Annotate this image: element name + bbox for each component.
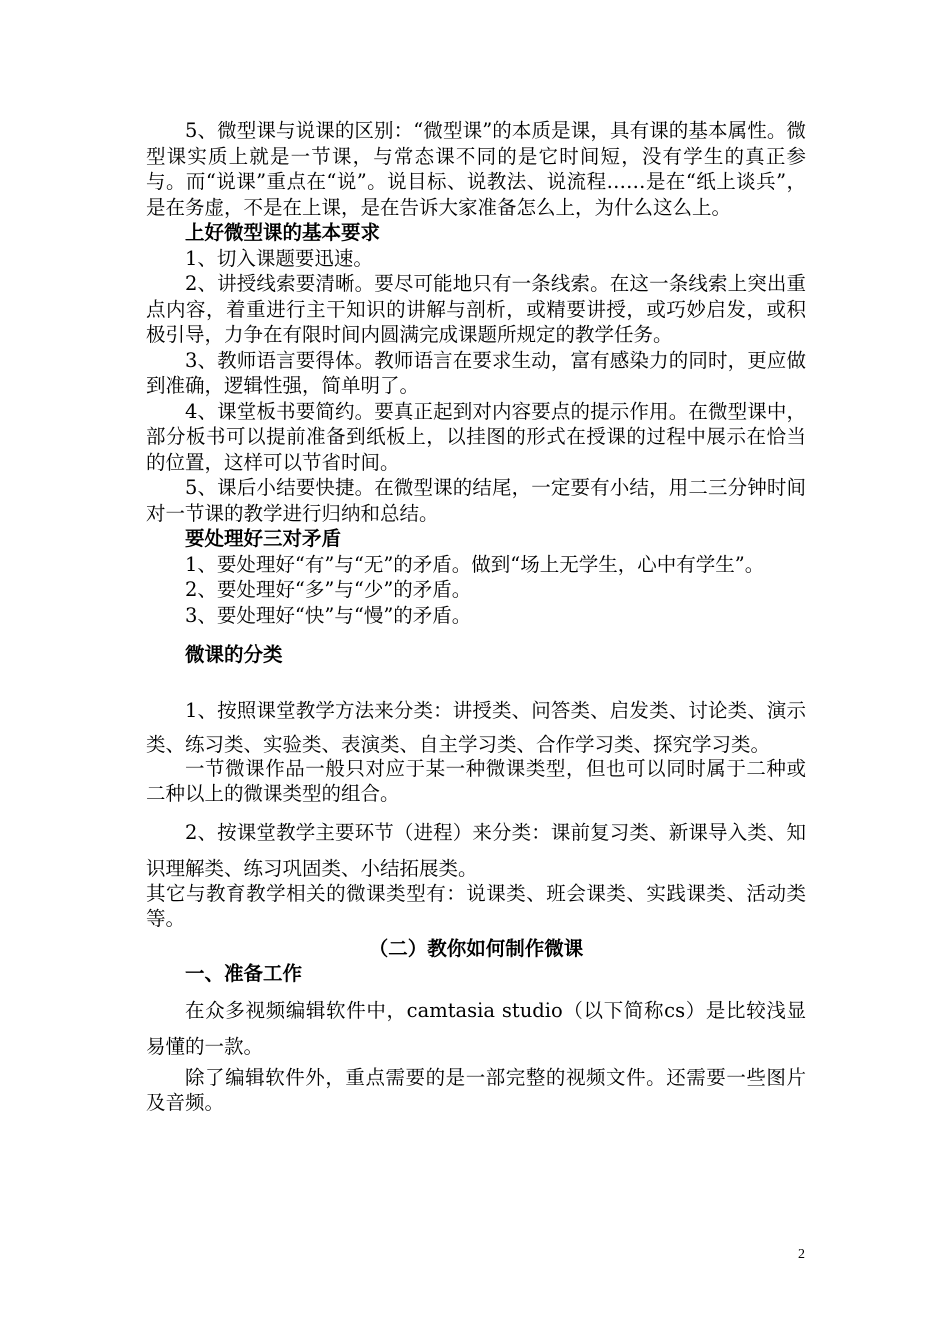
page-number: 2: [798, 1247, 805, 1262]
classification-note: 一节微课作品一般只对应于某一种微课类型，但也可以同时属于二种或二种以上的微课类型的组合。: [146, 756, 806, 805]
requirement-5: 5、课后小结要快捷。在微型课的结尾，一定要有小结，用二三分钟时间对一节课的教学进行归纳和总结。: [146, 476, 806, 525]
contradiction-2: 2、要处理好“多”与“少”的矛盾。: [185, 578, 472, 601]
requirement-2: 2、讲授线索要清晰。要尽可能地只有一条线索。在这一条线索上突出重点内容，着重进行主干知识的讲解与剖析，或精要讲授，或巧妙启发，或积极引导，力争在有限时间内圆满完成课题所规定的教学任务。: [146, 272, 806, 346]
classification-by-stage: 2、按课堂教学主要环节（进程）来分类：课前复习类、新课导入类、知识理解类、练习巩固类、小结拓展类。: [146, 820, 806, 880]
paragraph-micro-vs-talk: 5、微型课与说课的区别：“微型课”的本质是课，具有课的基本属性。微型课实质上就是一节课，与常态课不同的是它时间短，没有学生的真正参与。而“说课”重点在“说”。说目标、说教法、说流程……是在“纸上谈兵”，是在务虚，不是在上课，是在告诉大家准备怎么上，为什么这么上。: [146, 119, 806, 219]
paragraph-camtasia: 在众多视频编辑软件中，camtasia studio（以下简称cs）是比较浅显易懂的一款。: [146, 998, 806, 1058]
heading-three-contradictions: 要处理好三对矛盾: [185, 527, 342, 550]
requirement-1: 1、切入课题要迅速。: [185, 246, 373, 270]
contradiction-1: 1、要处理好“有”与“无”的矛盾。做到“场上无学生，心中有学生”。: [185, 552, 765, 576]
section-title-how-to-make: （二）教你如何制作微课: [368, 936, 584, 960]
heading-basic-requirements: 上好微型课的基本要求: [185, 221, 381, 244]
requirement-3: 3、教师语言要得体。教师语言在要求生动，富有感染力的同时，更应做到准确，逻辑性强，简单明了。: [146, 348, 806, 397]
heading-preparation: 一、准备工作: [185, 962, 303, 985]
requirement-4: 4、课堂板书要简约。要真正起到对内容要点的提示作用。在微型课中，部分板书可以提前准备到纸板上，以挂图的形式在授课的过程中展示在恰当的位置，这样可以节省时间。: [146, 399, 806, 474]
document-body: [146, 118, 806, 1116]
other-types: 其它与教育教学相关的微课类型有：说课类、班会课类、实践课类、活动类等。: [146, 881, 806, 930]
contradiction-3: 3、要处理好“快”与“慢”的矛盾。: [185, 603, 472, 627]
classification-by-method: 1、按照课堂教学方法来分类：讲授类、问答类、启发类、讨论类、演示类、练习类、实验类、表演类、自主学习类、合作学习类、探究学习类。: [146, 698, 806, 756]
paragraph-materials: 除了编辑软件外，重点需要的是一部完整的视频文件。还需要一些图片及音频。: [146, 1065, 806, 1114]
heading-micro-class-types: 微课的分类: [185, 643, 283, 666]
